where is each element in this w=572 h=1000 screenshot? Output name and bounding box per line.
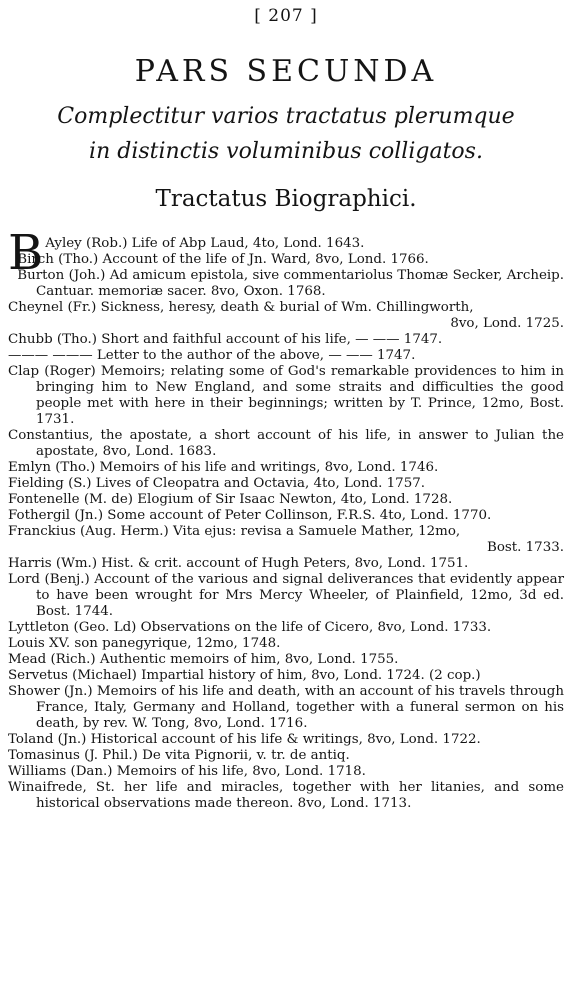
entry-text: Lyttleton (Geo. Ld) Observations on the life of Cicero, 8vo, Lond. 1733. [8, 620, 492, 635]
list-item [8, 332, 564, 348]
list-item [8, 636, 564, 652]
list-item [8, 268, 564, 300]
entry-text: Lord (Benj.) Account of the various and signal deliverances that evidently appear to have been wrought for Mrs Mercy Wheeler, of Plainfield, 12mo, 3d ed. Bost. 1744. [8, 572, 564, 619]
entry-tail: 8vo, Lond. 1725. [450, 316, 564, 331]
list-item [8, 492, 564, 508]
entry-text: Louis XV. son panegyrique, 12mo, 1748. [8, 636, 281, 651]
section-heading: Tractatus Biographici. [155, 186, 417, 212]
list-item [8, 348, 564, 364]
entry-text: Fontenelle (M. de) Elogium of Sir Isaac Newton, 4to, Lond. 1728. [8, 492, 453, 507]
entry-text: Franckius (Aug. Herm.) Vita ejus: revisa a Samuele Mather, 12mo, [8, 524, 461, 539]
list-item [8, 524, 564, 556]
list-item [8, 668, 564, 684]
entry-text: Ayley (Rob.) Life of Abp Laud, 4to, Lond. 1643. [45, 236, 365, 251]
list-item [8, 780, 564, 812]
list-item [8, 764, 564, 780]
entry-text: Chubb (Tho.) Short and faithful account of his life, — —— 1747. [8, 332, 443, 347]
list-item [8, 684, 564, 732]
page-title: PARS SECUNDA [134, 54, 438, 89]
entry-text: Cheynel (Fr.) Sickness, heresy, death & burial of Wm. Chillingworth, [8, 300, 474, 315]
list-item [8, 732, 564, 748]
entry-text: Birch (Tho.) Account of the life of Jn. Ward, 8vo, Lond. 1766. [17, 252, 429, 267]
drop-cap: B [8, 225, 44, 281]
subtitle-line-2: in distinctis voluminibus colligatos. [89, 139, 483, 164]
entry-list [8, 225, 564, 812]
subtitle-line-1: Complectitur varios tractatus plerumque [57, 104, 515, 129]
entry-text: Harris (Wm.) Hist. & crit. account of Hugh Peters, 8vo, Lond. 1751. [8, 556, 469, 571]
entry-text: Constantius, the apostate, a short account of his life, in answer to Julian the apostate, 8vo, Lond. 1683. [8, 428, 564, 459]
list-item [8, 508, 564, 524]
list-item [8, 652, 564, 668]
list-item [8, 748, 564, 764]
list-item [8, 428, 564, 460]
list-item [8, 252, 564, 268]
entry-text: Williams (Dan.) Memoirs of his life, 8vo, Lond. 1718. [8, 764, 366, 779]
list-item [8, 572, 564, 620]
entry-text: ——— ——— Letter to the author of the above, — —— 1747. [8, 348, 416, 363]
entry-text: Fothergil (Jn.) Some account of Peter Collinson, F.R.S. 4to, Lond. 1770. [8, 508, 492, 523]
entry-text: Clap (Roger) Memoirs; relating some of God's remarkable providences to him in bringing him to New England, and some straits and difficulties the good people met with here in their beginnings; written by T. Prince, 12mo, Bost. 1731. [8, 364, 564, 427]
list-item [8, 476, 564, 492]
entry-text: Shower (Jn.) Memoirs of his life and death, with an account of his travels through France, Italy, Germany and Holland, together with a funeral sermon on his death, by rev. W. Tong, 8vo, Lond. 1716. [8, 684, 564, 731]
list-item [8, 556, 564, 572]
entry-text: Winaifrede, St. her life and miracles, together with her litanies, and some historical observations made thereon. 8vo, Lond. 1713. [8, 780, 564, 811]
list-item [8, 460, 564, 476]
entry-text: Toland (Jn.) Historical account of his life & writings, 8vo, Lond. 1722. [8, 732, 481, 747]
entry-text: Servetus (Michael) Impartial history of him, 8vo, Lond. 1724. (2 cop.) [8, 668, 481, 683]
page-number: [ 207 ] [254, 6, 318, 26]
list-item [8, 364, 564, 428]
entry-text: Emlyn (Tho.) Memoirs of his life and writings, 8vo, Lond. 1746. [8, 460, 439, 475]
list-item [8, 620, 564, 636]
entry-text: Tomasinus (J. Phil.) De vita Pignorii, v. tr. de antiq. [8, 748, 350, 763]
list-item [8, 300, 564, 332]
entry-text: Mead (Rich.) Authentic memoirs of him, 8vo, Lond. 1755. [8, 652, 399, 667]
entry-text: Burton (Joh.) Ad amicum epistola, sive commentariolus Thomæ Secker, Archeip. Cantuar. memoriæ sacer. 8vo, Oxon. 1768. [17, 268, 564, 299]
entry-text: Fielding (S.) Lives of Cleopatra and Octavia, 4to, Lond. 1757. [8, 476, 425, 491]
entry-tail: Bost. 1733. [486, 540, 564, 555]
entry-rows [8, 252, 564, 812]
